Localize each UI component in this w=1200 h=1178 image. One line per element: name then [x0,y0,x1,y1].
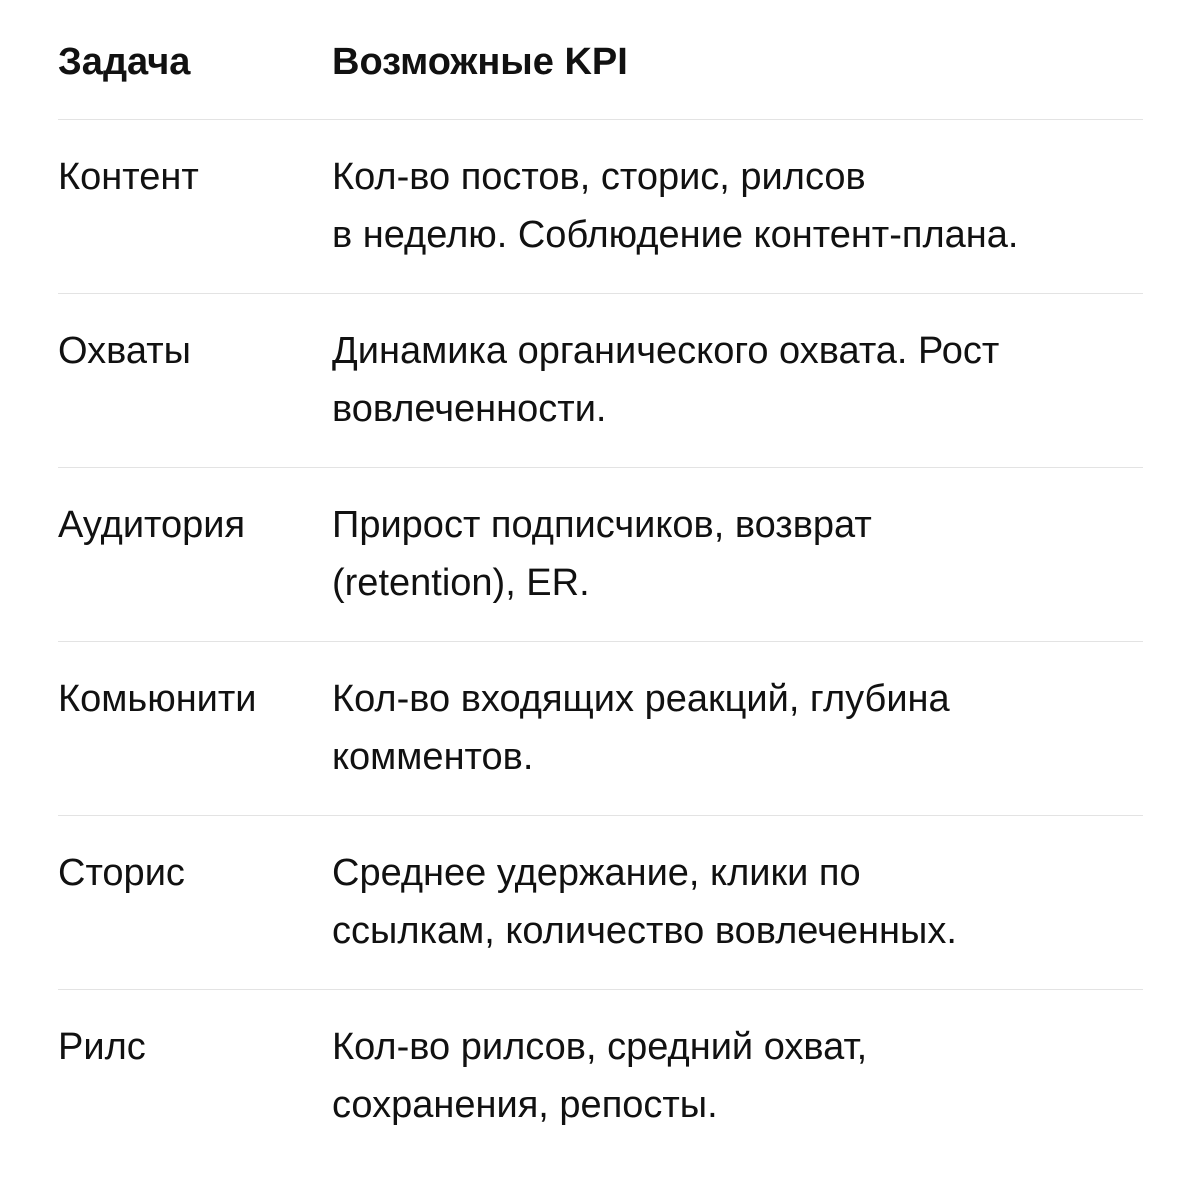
header-task: Задача [58,41,191,83]
kpi-line: сохранения, репосты. [332,1084,718,1126]
kpi-table [58,34,1143,1163]
kpi-line: комментов. [332,736,534,778]
kpi-line: Кол-во входящих реакций, глубина [332,678,950,720]
kpi-line: Кол-во постов, сторис, рилсов [332,156,866,198]
kpi-line: Среднее удержание, клики по [332,852,861,894]
kpi-line: Динамика органического охвата. Рост [332,330,1000,372]
task-cell: Комьюнити [58,678,257,720]
task-cell: Сторис [58,852,185,894]
task-cell: Аудитория [58,504,246,546]
task-cell: Рилс [58,1026,146,1068]
task-cell: Охваты [58,330,191,372]
table-row [58,120,1143,294]
table-row [58,642,1143,816]
table-row [58,468,1143,642]
kpi-line: (retention), ER. [332,562,590,604]
kpi-cell [332,294,1143,467]
kpi-line: вовлеченности. [332,388,607,430]
kpi-cell [332,468,1143,641]
kpi-cell [332,642,1143,815]
kpi-cell [332,120,1143,293]
table-header [58,34,1143,120]
kpi-line: Прирост подписчиков, возврат [332,504,872,546]
task-cell: Контент [58,156,199,198]
kpi-line: Кол-во рилсов, средний охват, [332,1026,868,1068]
table-row [58,816,1143,990]
kpi-cell [332,990,1143,1163]
kpi-line: ссылкам, количество вовлеченных. [332,910,957,952]
kpi-line: в неделю. Соблюдение контент-плана. [332,214,1019,256]
table-row [58,294,1143,468]
table-row [58,990,1143,1163]
kpi-cell [332,816,1143,989]
header-kpi: Возможные KPI [332,41,628,83]
